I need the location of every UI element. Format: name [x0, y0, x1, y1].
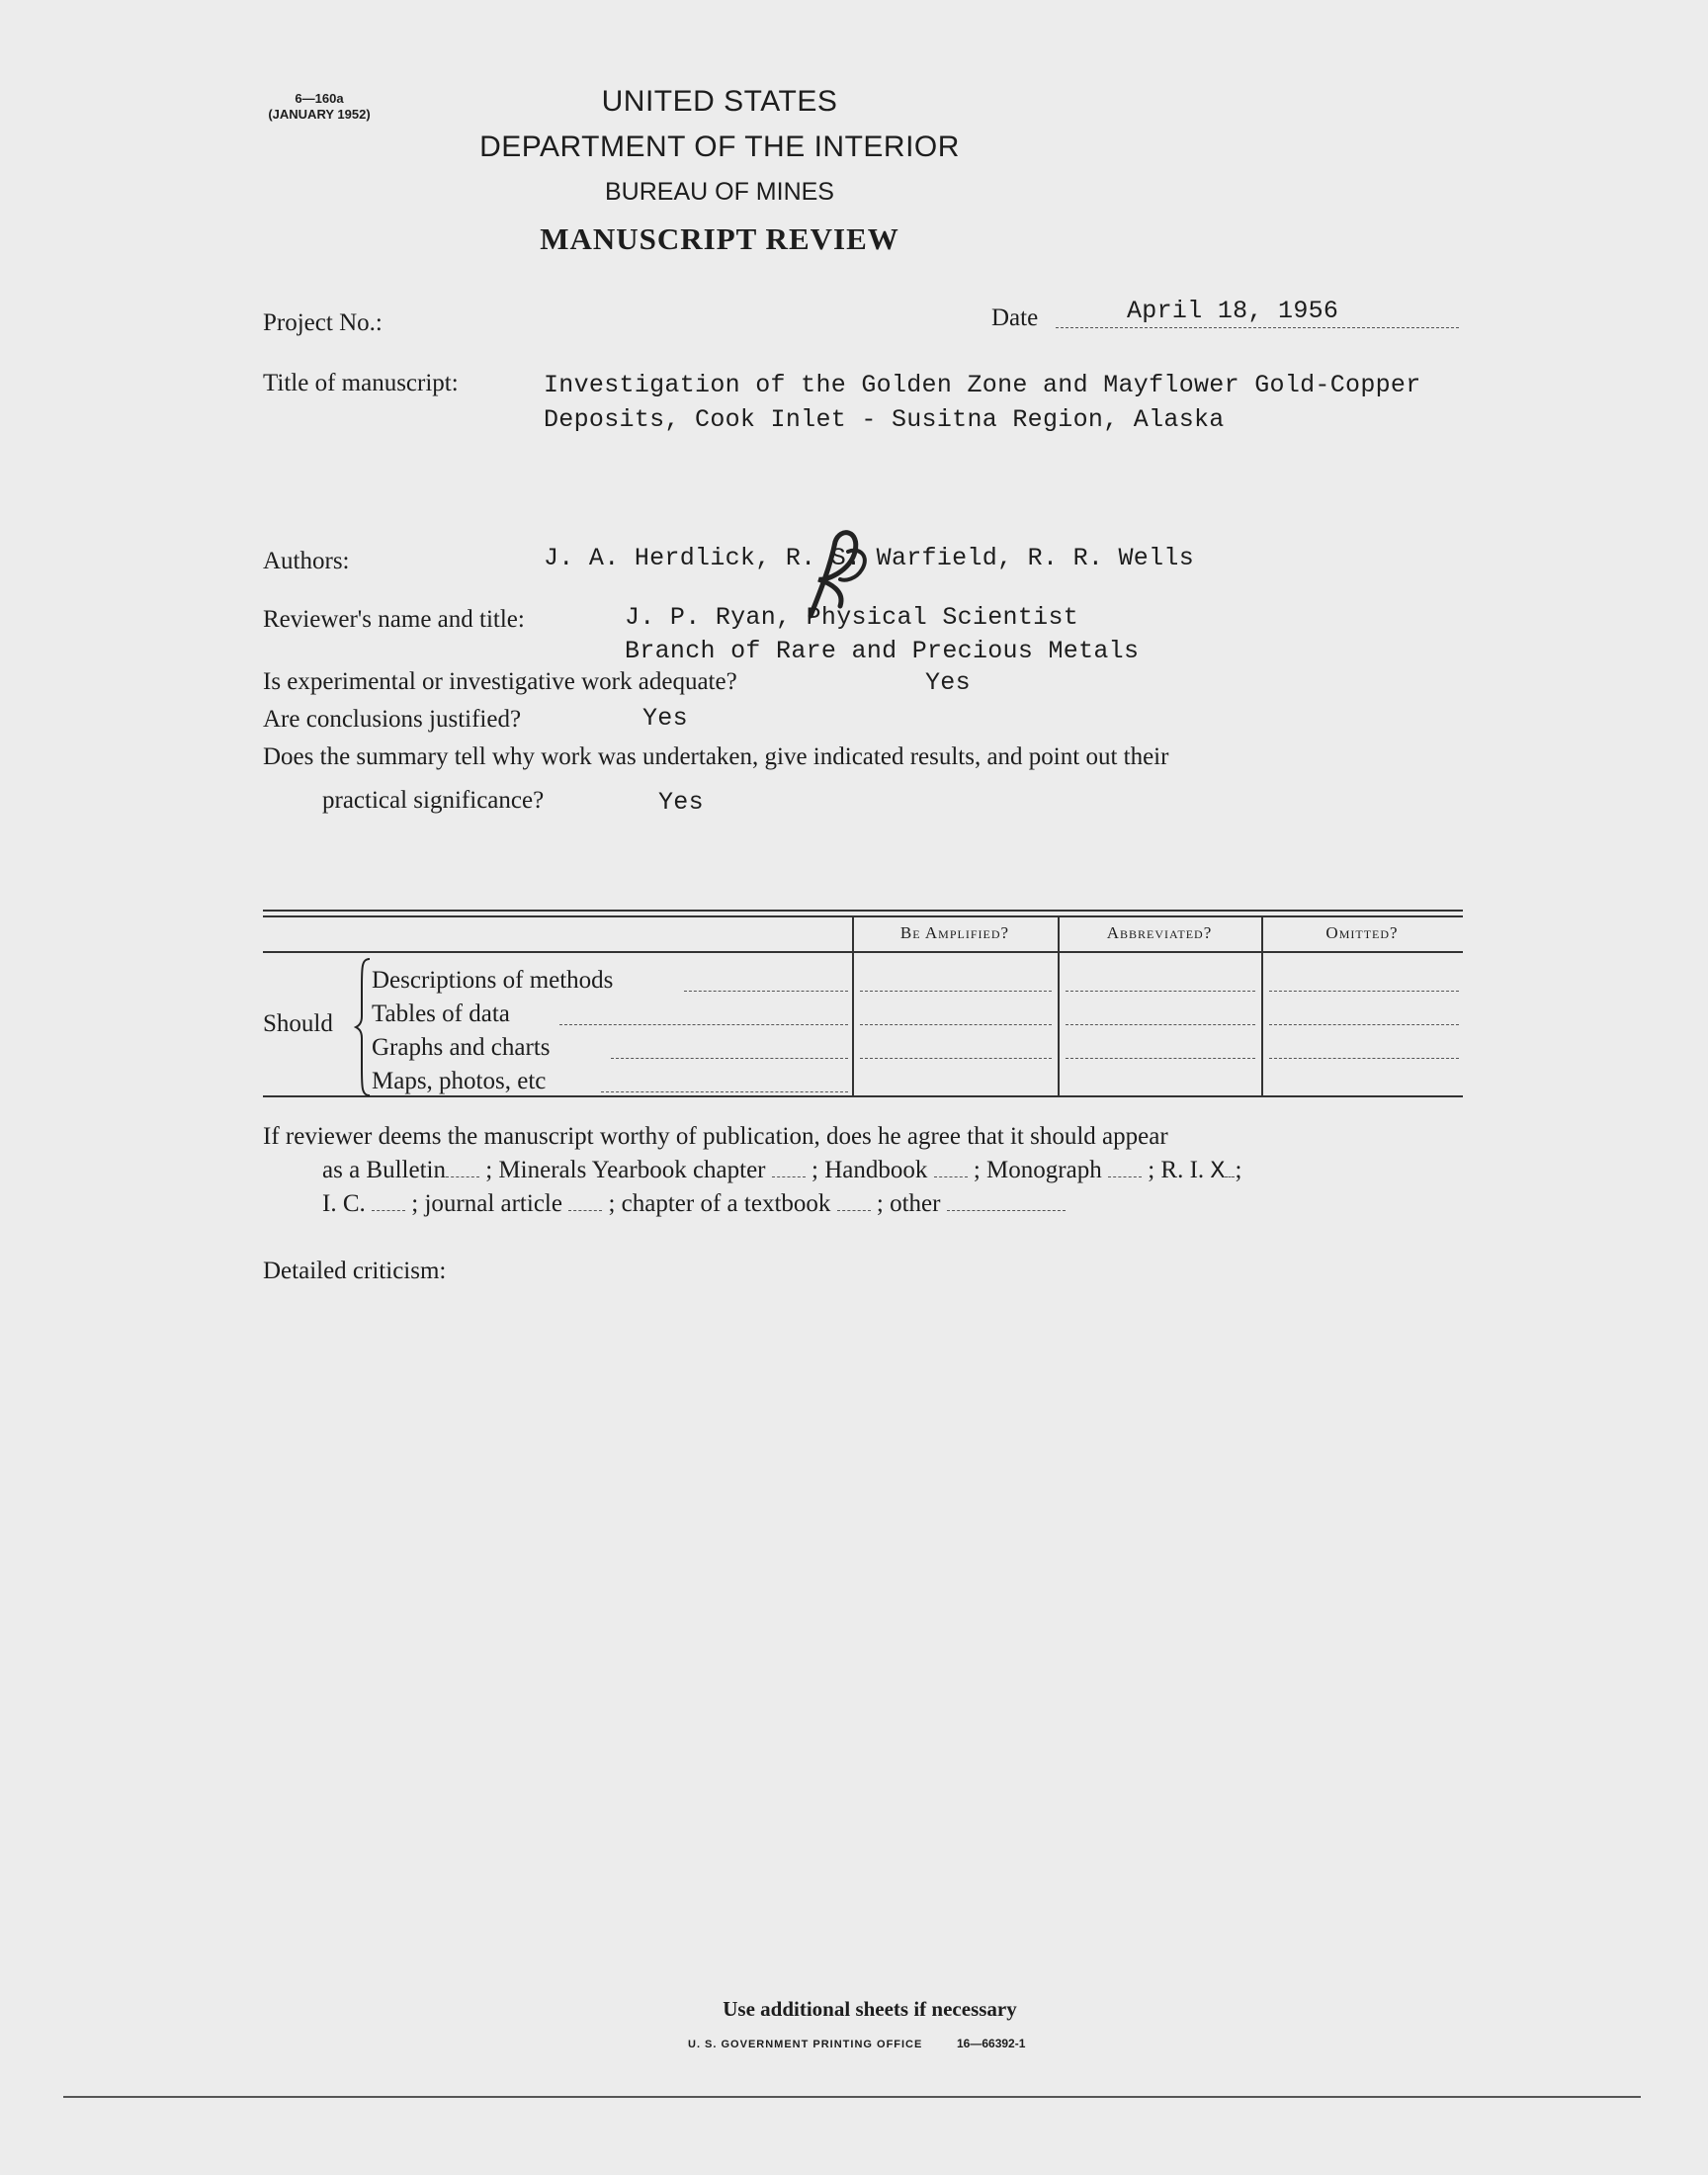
title-label: Title of manuscript:: [263, 370, 459, 396]
header-united-states: UNITED STATES: [601, 85, 838, 118]
option-monograph: ; Monograph: [973, 1157, 1102, 1183]
question-summary-line-1: Does the summary tell why work was undertaken, give indicated results, and point out their: [263, 743, 1169, 770]
option-other: ; other: [876, 1190, 941, 1217]
answer-adequate: Yes: [925, 668, 971, 697]
date-label: Date: [991, 304, 1039, 331]
reviewer-label: Reviewer's name and title:: [263, 606, 525, 633]
answer-summary: Yes: [658, 788, 704, 817]
bottom-rule: [63, 2096, 1641, 2098]
publication-options-line-3: [322, 1190, 1066, 1218]
project-no-label: Project No.:: [263, 309, 383, 336]
reviewer-line-2: Branch of Rare and Precious Metals: [625, 637, 1140, 665]
footer-code: 16—66392-1: [957, 2037, 1026, 2050]
row-tables-of-data: Tables of data: [372, 1000, 510, 1027]
question-justified: Are conclusions justified?: [263, 706, 522, 733]
detailed-criticism-label: Detailed criticism:: [263, 1258, 447, 1284]
column-be-amplified: Be Amplified?: [899, 923, 1010, 942]
title-line-2: Deposits, Cook Inlet - Susitna Region, Alaska: [544, 405, 1225, 434]
row-maps-photos: Maps, photos, etc: [372, 1068, 547, 1094]
date-value: April 18, 1956: [1127, 297, 1339, 325]
form-edition: (JANUARY 1952): [268, 107, 371, 122]
form-number-code: 6—160a: [295, 91, 344, 106]
publication-question: If reviewer deems the manuscript worthy of publication, does he agree that it should appear: [263, 1123, 1168, 1150]
semicolon: ;: [1235, 1157, 1242, 1183]
title-line-1: Investigation of the Golden Zone and Mayflower Gold-Copper: [544, 371, 1421, 399]
option-minerals-yearbook: ; Minerals Yearbook chapter: [485, 1157, 766, 1183]
option-textbook-chapter: ; chapter of a textbook: [608, 1190, 831, 1217]
question-adequate: Is experimental or investigative work adequate?: [263, 668, 737, 695]
option-ic: I. C.: [322, 1190, 366, 1217]
option-handbook: ; Handbook: [811, 1157, 928, 1183]
option-bulletin: as a Bulletin: [322, 1157, 446, 1183]
should-label: Should: [263, 1010, 333, 1037]
option-ri: ; R. I.: [1148, 1157, 1205, 1183]
brace-icon: [354, 957, 374, 1097]
authors-label: Authors:: [263, 548, 350, 574]
option-journal-article: ; journal article: [411, 1190, 562, 1217]
answer-justified: Yes: [642, 704, 688, 733]
footer-printer: U. S. GOVERNMENT PRINTING OFFICE: [688, 2039, 923, 2050]
column-abbreviated: Abbreviated?: [1106, 923, 1213, 942]
option-ri-mark: X: [1210, 1157, 1226, 1185]
header-bureau: BUREAU OF MINES: [605, 178, 834, 206]
date-line: [1056, 327, 1459, 328]
reviewer-line-1: J. P. Ryan, Physical Scientist: [625, 603, 1079, 632]
header-manuscript-review: MANUSCRIPT REVIEW: [540, 221, 899, 256]
question-summary-line-2: practical significance?: [322, 787, 545, 814]
footer-note: Use additional sheets if necessary: [723, 1997, 1017, 2021]
column-omitted: Omitted?: [1325, 923, 1399, 942]
row-graphs-and-charts: Graphs and charts: [372, 1034, 551, 1061]
header-department: DEPARTMENT OF THE INTERIOR: [479, 130, 960, 163]
publication-options-line-2: [322, 1157, 1241, 1185]
authors-value: J. A. Herdlick, R. S. Warfield, R. R. Wells: [544, 544, 1195, 572]
row-descriptions-of-methods: Descriptions of methods: [372, 967, 614, 994]
